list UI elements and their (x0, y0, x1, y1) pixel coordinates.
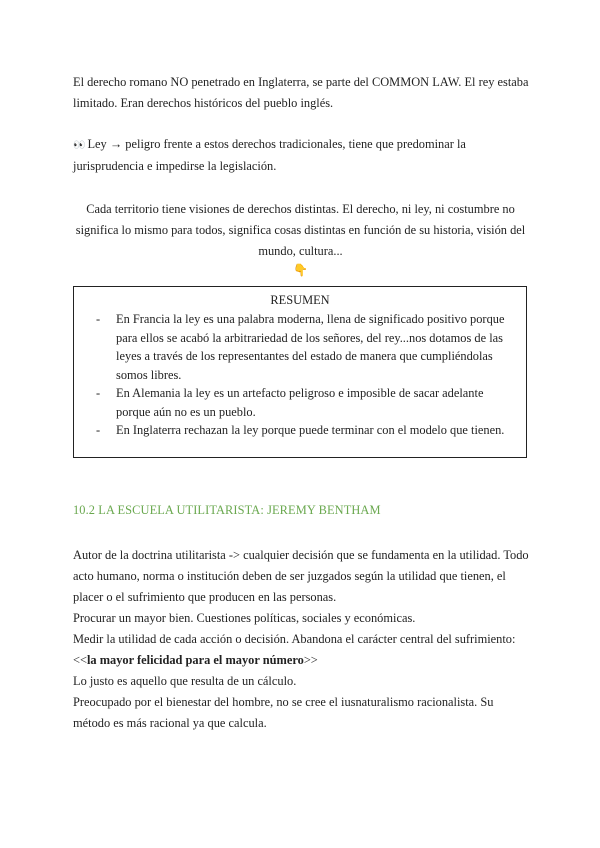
summary-item-francia (74, 310, 526, 384)
summary-list (74, 310, 526, 440)
medir-suffix: >> (303, 653, 318, 667)
dash-bullet-icon: - (96, 386, 101, 400)
intro-paragraph-common-law: El derecho romano NO penetrado en Inglaterra, se parte del COMMON LAW. El rey estaba limitado. Eran derechos históricos del pueblo inglés. (73, 75, 529, 110)
summary-box (73, 286, 527, 458)
section-heading: 10.2 LA ESCUELA UTILITARISTA: JEREMY BENTHAM (73, 503, 381, 517)
section-body (73, 545, 533, 734)
summary-title: RESUMEN (270, 293, 330, 307)
intro-paragraph-territorio: Cada territorio tiene visiones de derechos distintas. El derecho, ni ley, ni costumbre no significa lo mismo para todos, significa cosas distintas en función de su historia, visión del mundo, cultura... (75, 202, 526, 258)
dash-bullet-icon: - (96, 312, 101, 326)
medir-prefix: Medir la utilidad de cada acción o decisión. Abandona el carácter central del sufrimiento: << (73, 632, 516, 667)
body-line-justo: Lo justo es aquello que resulta de un cálculo. (73, 674, 297, 688)
body-line-medir (73, 629, 533, 671)
body-line-autor: Autor de la doctrina utilitarista -> cualquier decisión que se fundamenta en la utilidad. Todo acto humano, norma o institución deben de ser juzgados según la utilidad que tienen, el placer o el sufrimiento que producen en las personas. (73, 548, 529, 604)
dash-bullet-icon: - (96, 423, 101, 437)
summary-item-alemania (74, 384, 526, 421)
body-line-procurar: Procurar un mayor bien. Cuestiones políticas, sociales y económicas. (73, 611, 416, 625)
intro-paragraph-ley (73, 134, 533, 177)
medir-bold-quote: la mayor felicidad para el mayor número (86, 653, 304, 667)
pointing-hand-icon: 👇 (293, 263, 308, 277)
summary-item-inglaterra (74, 421, 526, 440)
summary-item-text: En Alemania la ley es un artefacto peligroso e imposible de sacar adelante porque aún no es un pueblo. (116, 386, 484, 419)
summary-item-text: En Inglaterra rechazan la ley porque puede terminar con el modelo que tienen. (116, 423, 505, 437)
intro-ley-text: Ley → peligro frente a estos derechos tradicionales, tiene que predominar la jurisprudencia e impedirse la legislación. (73, 137, 466, 173)
body-line-preocupado: Preocupado por el bienestar del hombre, no se cree el iusnaturalismo racionalista. Su método es más racional ya que calcula. (73, 695, 494, 730)
eyes-icon: 👀 (73, 140, 86, 151)
summary-item-text: En Francia la ley es una palabra moderna, llena de significado positivo porque para ellos se acabó la arbitrariedad de los señores, del rey...nos dotamos de las leyes a través de los representantes del estado de manera que cumpliéndolas somos libres. (116, 312, 505, 382)
